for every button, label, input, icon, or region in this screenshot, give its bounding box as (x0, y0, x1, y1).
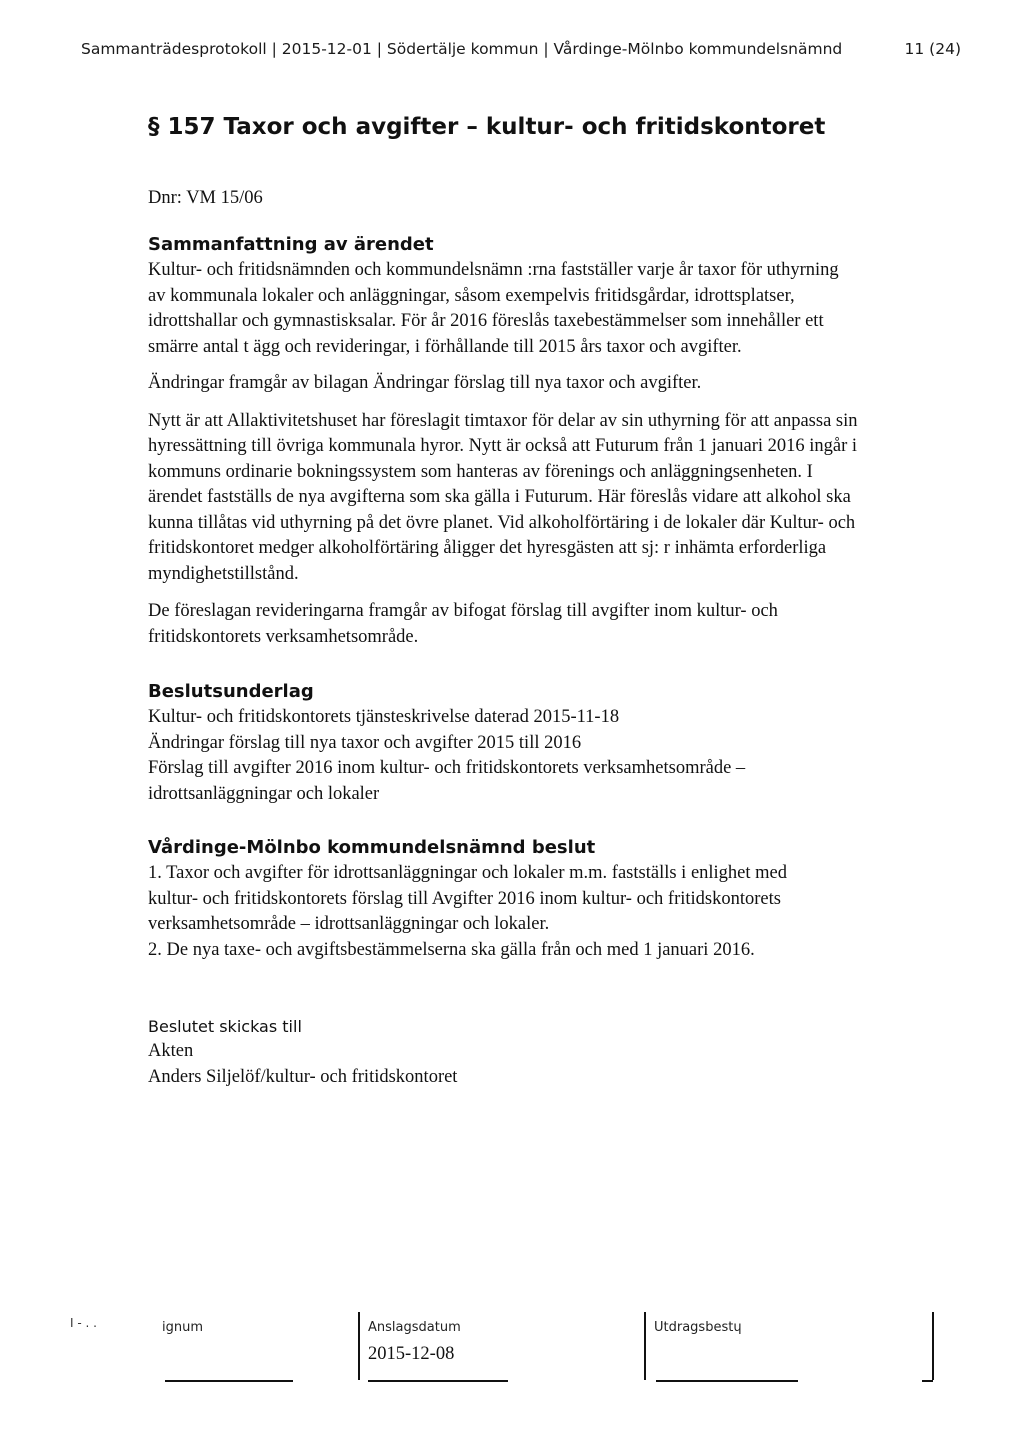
decision-heading: Vårdinge-Mölnbo kommundelsnämnd beslut (148, 837, 596, 858)
decision-line: 2. De nya taxe- och avgiftsbestämmelserna ska gälla från och med 1 januari 2016. (148, 939, 755, 960)
page-number: 11 (24) (904, 40, 961, 58)
divider-line (358, 1312, 360, 1380)
section-title-text: 157 Taxor och avgifter – kultur- och fritidskontoret (167, 114, 826, 140)
divider-line (644, 1312, 646, 1380)
basis-heading: Beslutsunderlag (148, 681, 314, 702)
text-line: kommuns ordinarie bokningssystem som hanteras av förenings och anläggningsenheten. I (148, 461, 813, 482)
footer-marks: I - . . (70, 1316, 97, 1330)
divider-line (932, 1312, 934, 1380)
summary-paragraph-1 (148, 258, 948, 360)
signum-line (165, 1380, 293, 1382)
corner-line (922, 1380, 933, 1382)
extract-label: Utdragsbestɥ (654, 1320, 742, 1335)
text-line: hyressättning till övriga kommunala hyror. Nytt är också att Futurum från 1 januari 2016 ingår i (148, 436, 858, 456)
text-line: ärendet fastställs de nya avgifterna som ska gälla i Futurum. Här föreslås vidare att alkohol ska (148, 487, 851, 507)
posting-date-label: Anslagsdatum (368, 1320, 461, 1335)
text-line: myndighetstillstånd. (148, 563, 299, 584)
section-title (148, 114, 825, 140)
header-title: Sammanträdesprotokoll | 2015-12-01 | Södertälje kommun | Vårdinge-Mölnbo kommundelsnämnd (81, 40, 843, 58)
summary-section (148, 232, 948, 650)
decision-line: verksamhetsområde – idrottsanläggningar och lokaler. (148, 914, 550, 934)
decision-section (148, 835, 948, 963)
basis-section (148, 679, 948, 807)
text-line: idrottshallar och gymnastisksalar. För år 2016 föreslås taxebestämmelser som innehåller ett (148, 311, 824, 331)
basis-item: Ändringar förslag till nya taxor och avgifter 2015 till 2016 (148, 732, 582, 753)
sent-to-section (148, 1015, 948, 1090)
extract-line (656, 1380, 798, 1382)
signum-label: ignum (162, 1320, 204, 1335)
summary-heading: Sammanfattning av ärendet (148, 234, 434, 255)
decision-line: 1. Taxor och avgifter för idrottsanläggningar och lokaler m.m. fastställs i enlighet med (148, 863, 788, 883)
summary-paragraph-2: Ändringar framgår av bilagan Ändringar förslag till nya taxor och avgifter. (148, 373, 702, 393)
text-line: Kultur- och fritidsnämnden och kommundelsnämn :rna fastställer varje år taxor för uthyrning (148, 260, 839, 280)
recipient: Anders Siljelöf/kultur- och fritidskontoret (148, 1066, 458, 1087)
basis-item: Förslag till avgifter 2016 inom kultur- och fritidskontorets verksamhetsområde – (148, 758, 746, 778)
recipient: Akten (148, 1041, 194, 1061)
text-line: smärre antal t ägg och revideringar, i förhållande till 2015 års taxor och avgifter. (148, 336, 742, 357)
sent-to-label: Beslutet skickas till (148, 1017, 302, 1036)
summary-paragraph-4 (148, 599, 948, 650)
basis-item: idrottsanläggningar och lokaler (148, 783, 380, 804)
text-line: fritidskontorets verksamhetsområde. (148, 626, 419, 647)
posting-line (368, 1380, 508, 1382)
decision-line: kultur- och fritidskontorets förslag till Avgifter 2016 inom kultur- och fritidskontorets (148, 888, 781, 909)
paragraph-sign: § (148, 114, 160, 140)
basis-item: Kultur- och fritidskontorets tjänsteskrivelse daterad 2015-11-18 (148, 707, 620, 727)
text-line: fritidskontoret medger alkoholförtäring åligger det hyresgästen att sj: r inhämta erforderliga (148, 538, 827, 558)
text-line: av kommunala lokaler och anläggningar, såsom exempelvis fritidsgårdar, idrottsplatser, (148, 285, 795, 306)
text-line: De föreslagan revideringarna framgår av bifogat förslag till avgifter inom kultur- och (148, 601, 778, 621)
case-number: Dnr: VM 15/06 (148, 188, 263, 208)
text-line: kunna tillåtas vid uthyrning på det övre planet. Vid alkoholförtäring i de lokaler där Kultur- och (148, 512, 856, 533)
signature-footer (60, 1300, 960, 1390)
posting-date: 2015-12-08 (368, 1344, 455, 1364)
page-header (81, 40, 961, 58)
summary-paragraph-3 (148, 409, 948, 588)
text-line: Nytt är att Allaktivitetshuset har föreslagit timtaxor för delar av sin uthyrning för att anpassa sin (148, 410, 858, 431)
